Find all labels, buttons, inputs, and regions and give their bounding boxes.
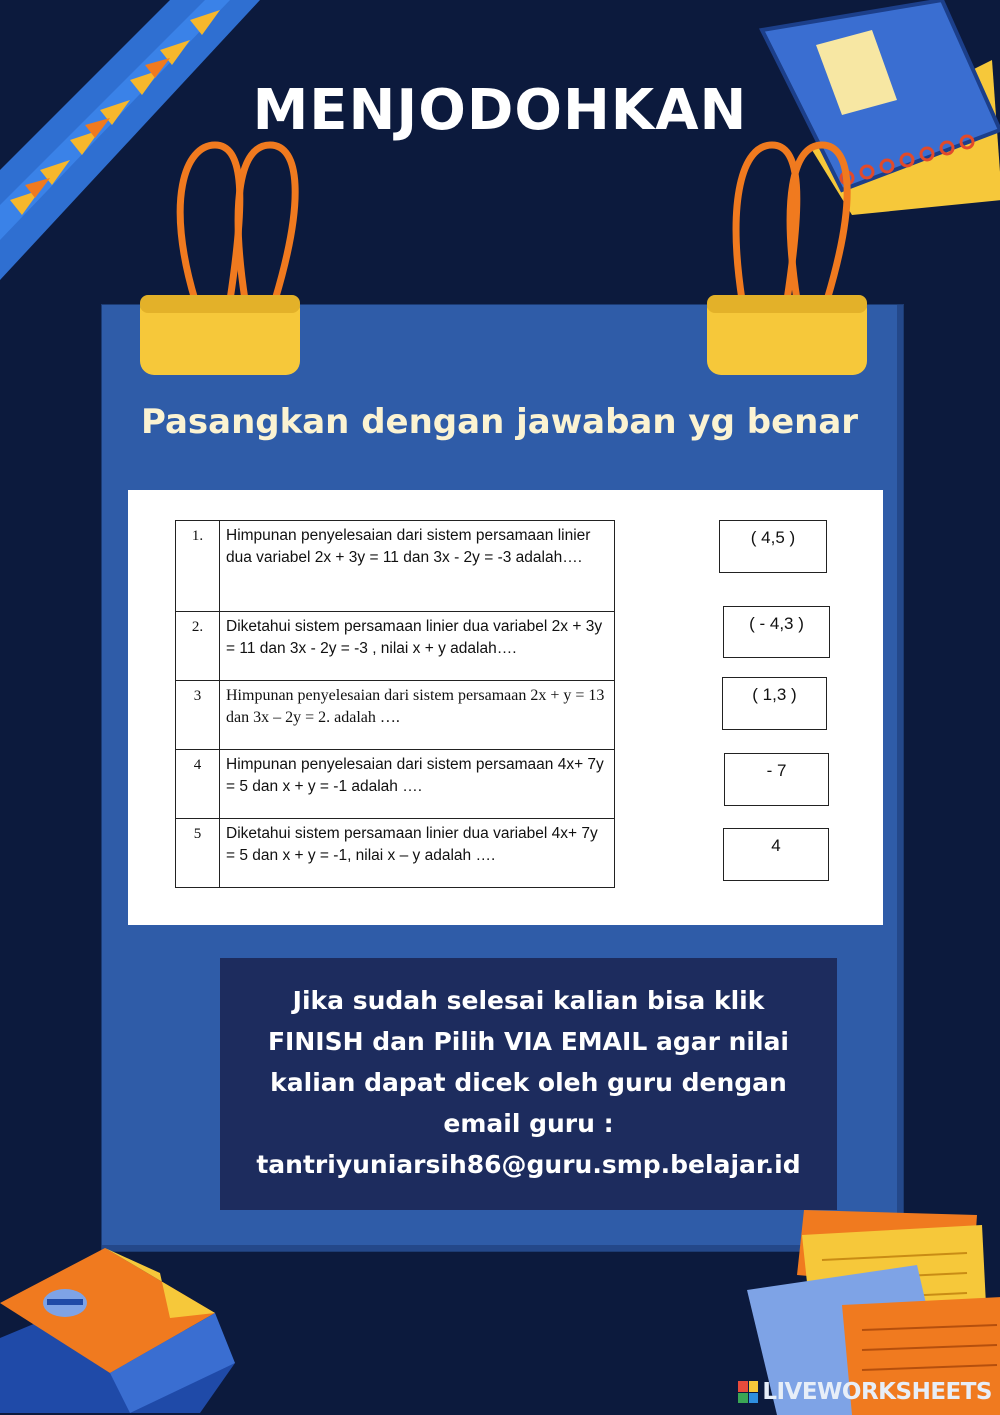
finish-instruction-box bbox=[220, 958, 837, 1210]
answer-box-3[interactable]: ( 1,3 ) bbox=[722, 677, 827, 730]
liveworksheets-logo-icon bbox=[738, 1381, 758, 1403]
table-row bbox=[176, 750, 615, 819]
question-number: 2. bbox=[176, 612, 220, 681]
question-number: 3 bbox=[176, 681, 220, 750]
question-text: Himpunan penyelesaian dari sistem persamaan linier dua variabel 2x + 3y = 11 dan 3x - 2y = -3 adalah…. bbox=[220, 521, 615, 612]
logo-text: LIVEWORKSHEETS bbox=[762, 1379, 992, 1405]
worksheet-area bbox=[128, 490, 883, 925]
answer-box-4[interactable]: - 7 bbox=[724, 753, 829, 806]
page-title: MENJODOHKAN bbox=[252, 78, 748, 143]
binder-clip-right-icon bbox=[702, 140, 882, 380]
question-table bbox=[175, 520, 615, 888]
instruction-line: Jika sudah selesai kalian bisa klik bbox=[292, 986, 765, 1015]
instruction-subtitle: Pasangkan dengan jawaban yg benar bbox=[140, 402, 859, 442]
table-row bbox=[176, 819, 615, 888]
instruction-line: email guru : bbox=[443, 1109, 614, 1138]
question-number: 5 bbox=[176, 819, 220, 888]
answer-box-1[interactable]: ( 4,5 ) bbox=[719, 520, 827, 573]
table-row bbox=[176, 612, 615, 681]
liveworksheets-logo bbox=[738, 1379, 992, 1405]
question-text: Diketahui sistem persamaan linier dua variabel 4x+ 7y = 5 dan x + y = -1, nilai x – y adalah …. bbox=[220, 819, 615, 888]
sharpener-decoration bbox=[0, 1243, 250, 1413]
question-number: 1. bbox=[176, 521, 220, 612]
question-text: Himpunan penyelesaian dari sistem persamaan 4x+ 7y = 5 dan x + y = -1 adalah …. bbox=[220, 750, 615, 819]
instruction-line: kalian dapat dicek oleh guru dengan bbox=[270, 1068, 787, 1097]
binder-clip-left-icon bbox=[135, 140, 315, 380]
table-row bbox=[176, 521, 615, 612]
question-text: Himpunan penyelesaian dari sistem persamaan 2x + y = 13 dan 3x – 2y = 2. adalah …. bbox=[220, 681, 615, 750]
teacher-email: tantriyuniarsih86@guru.smp.belajar.id bbox=[256, 1150, 801, 1179]
question-number: 4 bbox=[176, 750, 220, 819]
table-row bbox=[176, 681, 615, 750]
finish-instruction-text bbox=[220, 980, 837, 1185]
instruction-line: FINISH dan Pilih VIA EMAIL agar nilai bbox=[267, 1027, 790, 1056]
answer-box-5[interactable]: 4 bbox=[723, 828, 829, 881]
answer-box-2[interactable]: ( - 4,3 ) bbox=[723, 606, 830, 658]
question-text: Diketahui sistem persamaan linier dua variabel 2x + 3y = 11 dan 3x - 2y = -3 , nilai x + y adalah…. bbox=[220, 612, 615, 681]
